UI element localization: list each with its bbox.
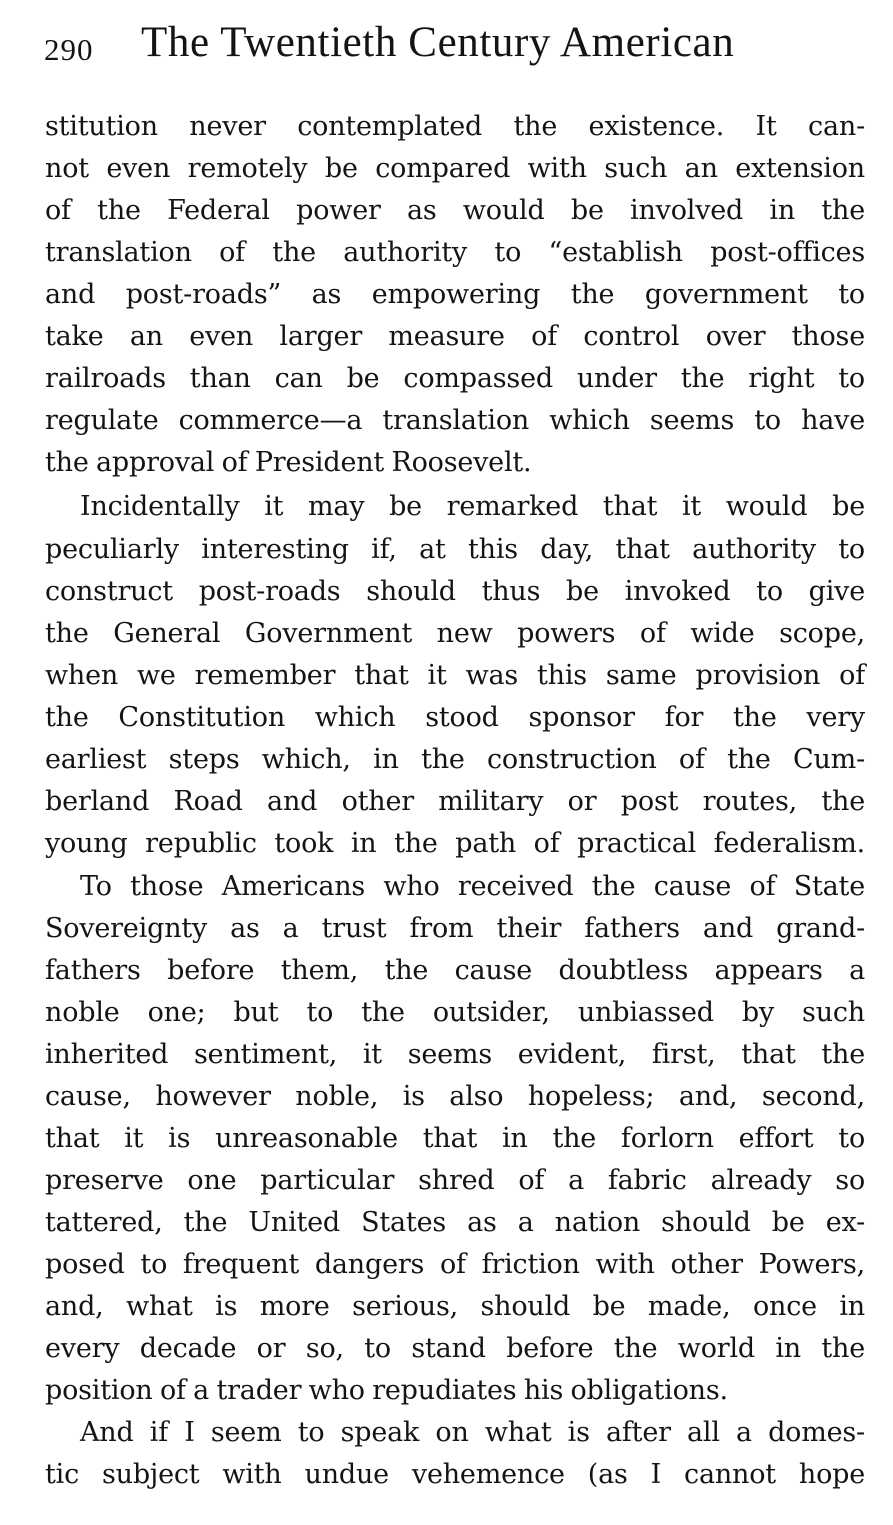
text-line-23: inherited sentiment, it seems evident, first, that the — [45, 1039, 865, 1070]
text-line-10: Incidentally it may be remarked that it would be — [80, 491, 865, 522]
text-line-16: earliest steps which, in the construction of the Cum- — [45, 744, 865, 775]
text-line-32: And if I seem to speak on what is after all a domes- — [80, 1417, 865, 1448]
text-line-03: of the Federal power as would be involved in the — [45, 195, 865, 226]
text-line-24: cause, however noble, is also hopeless; and, second, — [45, 1081, 865, 1112]
text-line-26: preserve one particular shred of a fabric already so — [45, 1165, 865, 1196]
text-line-06: take an even larger measure of control over those — [45, 321, 865, 352]
text-line-31: position of a trader who repudiates his obligations. — [45, 1375, 728, 1406]
text-line-05: and post-roads” as empowering the government to — [45, 279, 865, 310]
text-line-07: railroads than can be compassed under the right to — [45, 363, 865, 394]
text-line-17: berland Road and other military or post routes, the — [45, 786, 865, 817]
text-line-01: stitution never contemplated the existence. It can- — [45, 111, 865, 142]
text-line-28: posed to frequent dangers of friction with other Powers, — [45, 1249, 865, 1280]
text-line-04: translation of the authority to “establish post-offices — [45, 237, 865, 268]
text-line-20: Sovereignty as a trust from their fathers and grand- — [45, 913, 865, 944]
text-line-30: every decade or so, to stand before the world in the — [45, 1333, 865, 1364]
text-line-02: not even remotely be compared with such an extension — [45, 153, 865, 184]
text-line-15: the Constitution which stood sponsor for the very — [45, 702, 865, 733]
text-line-33: tic subject with undue vehemence (as I cannot hope — [45, 1459, 865, 1490]
text-line-08: regulate commerce—a translation which seems to have — [45, 405, 865, 436]
text-line-29: and, what is more serious, should be made, once in — [45, 1291, 865, 1322]
text-line-21: fathers before them, the cause doubtless appears a — [45, 955, 865, 986]
text-line-13: the General Government new powers of wide scope, — [45, 618, 865, 649]
text-line-09: the approval of President Roosevelt. — [45, 447, 532, 478]
text-line-19: To those Americans who received the cause of State — [80, 871, 865, 902]
running-title: The Twentieth Century American — [141, 19, 735, 66]
text-line-11: peculiarly interesting if, at this day, that authority to — [45, 534, 865, 565]
text-line-22: noble one; but to the outsider, unbiassed by such — [45, 997, 865, 1028]
text-line-12: construct post-roads should thus be invoked to give — [45, 576, 865, 607]
page-header — [44, 18, 864, 70]
text-line-18: young republic took in the path of practical federalism. — [45, 828, 865, 859]
text-line-27: tattered, the United States as a nation should be ex- — [45, 1207, 865, 1238]
text-line-25: that it is unreasonable that in the forlorn effort to — [45, 1123, 865, 1154]
text-line-14: when we remember that it was this same provision of — [45, 660, 865, 691]
page-number: 290 — [44, 32, 94, 67]
